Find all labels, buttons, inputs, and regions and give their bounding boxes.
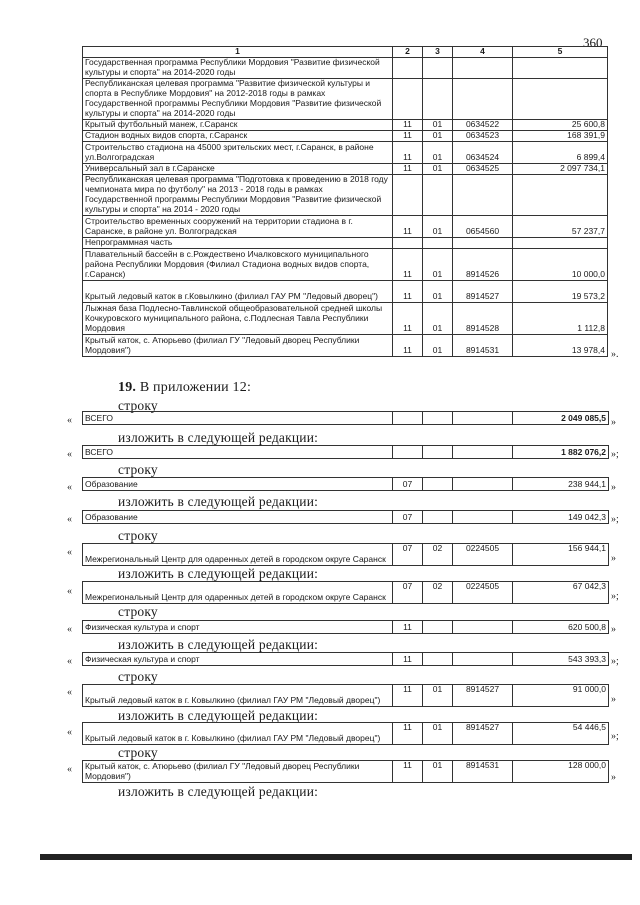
table-row: Крытый каток, с. Атюрьево (филиал ГУ "Ледовый дворец Республики Мордовия") 11 01 8914531 13 978,4 [83, 334, 608, 356]
header-cell: 1 [83, 47, 393, 58]
table-row: Лыжная база Подлесно-Тавлинской общеобразовательной средней школы Кочкуровского муниципального района, с.Подлесная Тавла Республики Мордовия 11 01 8914528 1 112,8 [83, 302, 608, 334]
amendment-row-table [82, 445, 609, 459]
table-row [83, 57, 608, 78]
budget-table [82, 46, 608, 357]
row-name: Плавательный бассейн в с.Рождествено Ичалковского муниципального района Республики Мордовия (Филиал Стадиона водных видов спорта, г.Саранск) [83, 248, 393, 280]
row-name: Крытый футбольный манеж, г.Саранск [83, 119, 393, 130]
page-number: 360 [583, 35, 603, 50]
close-quote-semicolon: »; [611, 656, 619, 667]
table-row: Строительство временных сооружений на территории стадиона в г. Саранске, в районе ул. Волгоградская 11 01 0654560 57 237,7 [83, 215, 608, 237]
amendment-row-table [82, 722, 609, 745]
table-row: Межрегиональный Центр для одаренных детей в городском округе Саранск 07 02 0224505 67 042,3 [83, 582, 609, 604]
table-row: Крытый футбольный манеж, г.Саранск 11 01 0634522 25 600,8 [83, 119, 608, 130]
row-name: Строительство стадиона на 45000 зрительских мест, г.Саранск, в районе ул.Волгоградская [83, 141, 393, 163]
table-row: Межрегиональный Центр для одаренных детей в городском округе Саранск 07 02 0224505 156 944,1 [83, 544, 609, 566]
table-row: Универсальный зал в г.Саранске 11 01 0634525 2 097 734,1 [83, 163, 608, 174]
section-number: 19. [118, 380, 137, 395]
open-quote: « [67, 514, 72, 525]
table-row: Физическая культура и спорт 11 543 393,3 [83, 653, 609, 666]
replace-label: изложить в следующей редакции: [118, 784, 319, 799]
row-word-label: строку [118, 604, 158, 619]
close-quote-semicolon: »; [611, 731, 619, 742]
table-row: Крытый ледовый каток в г.Ковылкино (филиал ГАУ РМ "Ледовый дворец") 11 01 8914527 19 573,2 [83, 280, 608, 302]
amendment-row-table [82, 652, 609, 666]
table-row: Строительство стадиона на 45000 зрительских мест, г.Саранск, в районе ул.Волгоградская 11 01 0634524 6 899,4 [83, 141, 608, 163]
close-quote-semicolon: »; [611, 449, 619, 460]
replace-label: изложить в следующей редакции: [118, 708, 319, 723]
replace-label: изложить в следующей редакции: [118, 494, 319, 509]
close-quote: » [611, 694, 616, 705]
row-word-label: строку [118, 669, 158, 684]
close-quote: » [611, 624, 616, 635]
table-row: ВСЕГО 1 882 076,2 [83, 446, 609, 459]
amendment-row-table [82, 581, 609, 604]
amendment-row-table [82, 684, 609, 707]
amendment-row-table [82, 477, 609, 491]
row-word-label: строку [118, 462, 158, 477]
row-word-label: строку [118, 528, 158, 543]
row-name: Лыжная база Подлесно-Тавлинской общеобразовательной средней школы Кочкуровского муниципального района, с.Подлесная Тавла Республики Мордовия [83, 302, 393, 334]
table-row [83, 174, 608, 215]
open-quote: « [67, 656, 72, 667]
row-name: Универсальный зал в г.Саранске [83, 163, 393, 174]
table-row: Образование 07 238 944,1 [83, 478, 609, 491]
section-heading [118, 380, 251, 396]
row-name: Непрограммная часть [83, 237, 393, 248]
row-name: Строительство временных сооружений на территории стадиона в г. Саранске, в районе ул. Волгоградская [83, 215, 393, 237]
row-name: Крытый ледовый каток в г.Ковылкино (филиал ГАУ РМ "Ледовый дворец") [83, 280, 393, 302]
row-name: Государственная программа Республики Мордовия "Развитие физической культуры и спорта" на 2014-2020 годы [83, 57, 393, 78]
amendment-row-table [82, 620, 609, 634]
row-name: Республиканская целевая программа "Развитие физической культуры и спорта в Республике Мордовия" на 2012-2018 годы в рамках Государственной программы Республики Мордовия "Развитие физической культуры и спорта" на 2014-2020 годы [83, 78, 393, 119]
replace-label: изложить в следующей редакции: [118, 430, 319, 445]
amendment-row-table [82, 411, 609, 425]
table-row [83, 78, 608, 119]
table-row: Плавательный бассейн в с.Рождествено Ичалковского муниципального района Республики Мордовия (Филиал Стадиона водных видов спорта, г.Саранск) 11 01 8914526 10 000,0 [83, 248, 608, 280]
open-quote: « [67, 764, 72, 775]
amendment-row-table [82, 760, 609, 783]
replace-label: изложить в следующей редакции: [118, 566, 319, 581]
open-quote: « [67, 586, 72, 597]
amendment-row-table [82, 543, 609, 566]
replace-label: изложить в следующей редакции: [118, 637, 319, 652]
row-word-label: строку [118, 398, 158, 413]
section-title: В приложении 12: [139, 380, 252, 395]
row-name: Республиканская целевая программа "Подготовка к проведению в 2018 году чемпионата мира по футболу" на 2013 - 2018 годы в рамках Государственной программы Республики Мордовия "Развитие физической культуры и спорта" на 2014 - 2020 годы [83, 174, 393, 215]
table-row: Стадион водных видов спорта, г.Саранск 11 01 0634523 168 391,9 [83, 130, 608, 141]
header-cell: 5 [513, 47, 608, 58]
table-end-quote: ». [611, 349, 619, 360]
row-word-label: строку [118, 745, 158, 760]
open-quote: « [67, 547, 72, 558]
close-quote: » [611, 417, 616, 428]
close-quote-semicolon: »; [611, 514, 619, 525]
row-name: Крытый каток, с. Атюрьево (филиал ГУ "Ледовый дворец Республики Мордовия") [83, 334, 393, 356]
open-quote: « [67, 687, 72, 698]
close-quote: » [611, 482, 616, 493]
table-row: Образование 07 149 042,3 [83, 511, 609, 524]
open-quote: « [67, 449, 72, 460]
row-name: Стадион водных видов спорта, г.Саранск [83, 130, 393, 141]
table-row: Физическая культура и спорт 11 620 500,8 [83, 621, 609, 634]
header-cell: 4 [453, 47, 513, 58]
table-row: Крытый ледовый каток в г. Ковылкино (филиал ГАУ РМ "Ледовый дворец") 11 01 8914527 91 000,0 [83, 685, 609, 707]
footer-scan-bar [40, 854, 632, 860]
open-quote: « [67, 624, 72, 635]
header-cell: 3 [423, 47, 453, 58]
table-row: Крытый ледовый каток в г. Ковылкино (филиал ГАУ РМ "Ледовый дворец") 11 01 8914527 54 446,5 [83, 723, 609, 745]
table-row: Крытый каток, с. Атюрьево (филиал ГУ "Ледовый дворец Республики Мордовия") 11 01 8914531 128 000,0 [83, 761, 609, 783]
open-quote: « [67, 482, 72, 493]
table-row: ВСЕГО 2 049 085,5 [83, 412, 609, 425]
close-quote-semicolon: »; [611, 591, 619, 602]
table-header-row [83, 47, 608, 58]
amendment-row-table [82, 510, 609, 524]
open-quote: « [67, 415, 72, 426]
header-cell: 2 [393, 47, 423, 58]
table-row [83, 237, 608, 248]
open-quote: « [67, 727, 72, 738]
close-quote: » [611, 772, 616, 783]
close-quote: » [611, 553, 616, 564]
